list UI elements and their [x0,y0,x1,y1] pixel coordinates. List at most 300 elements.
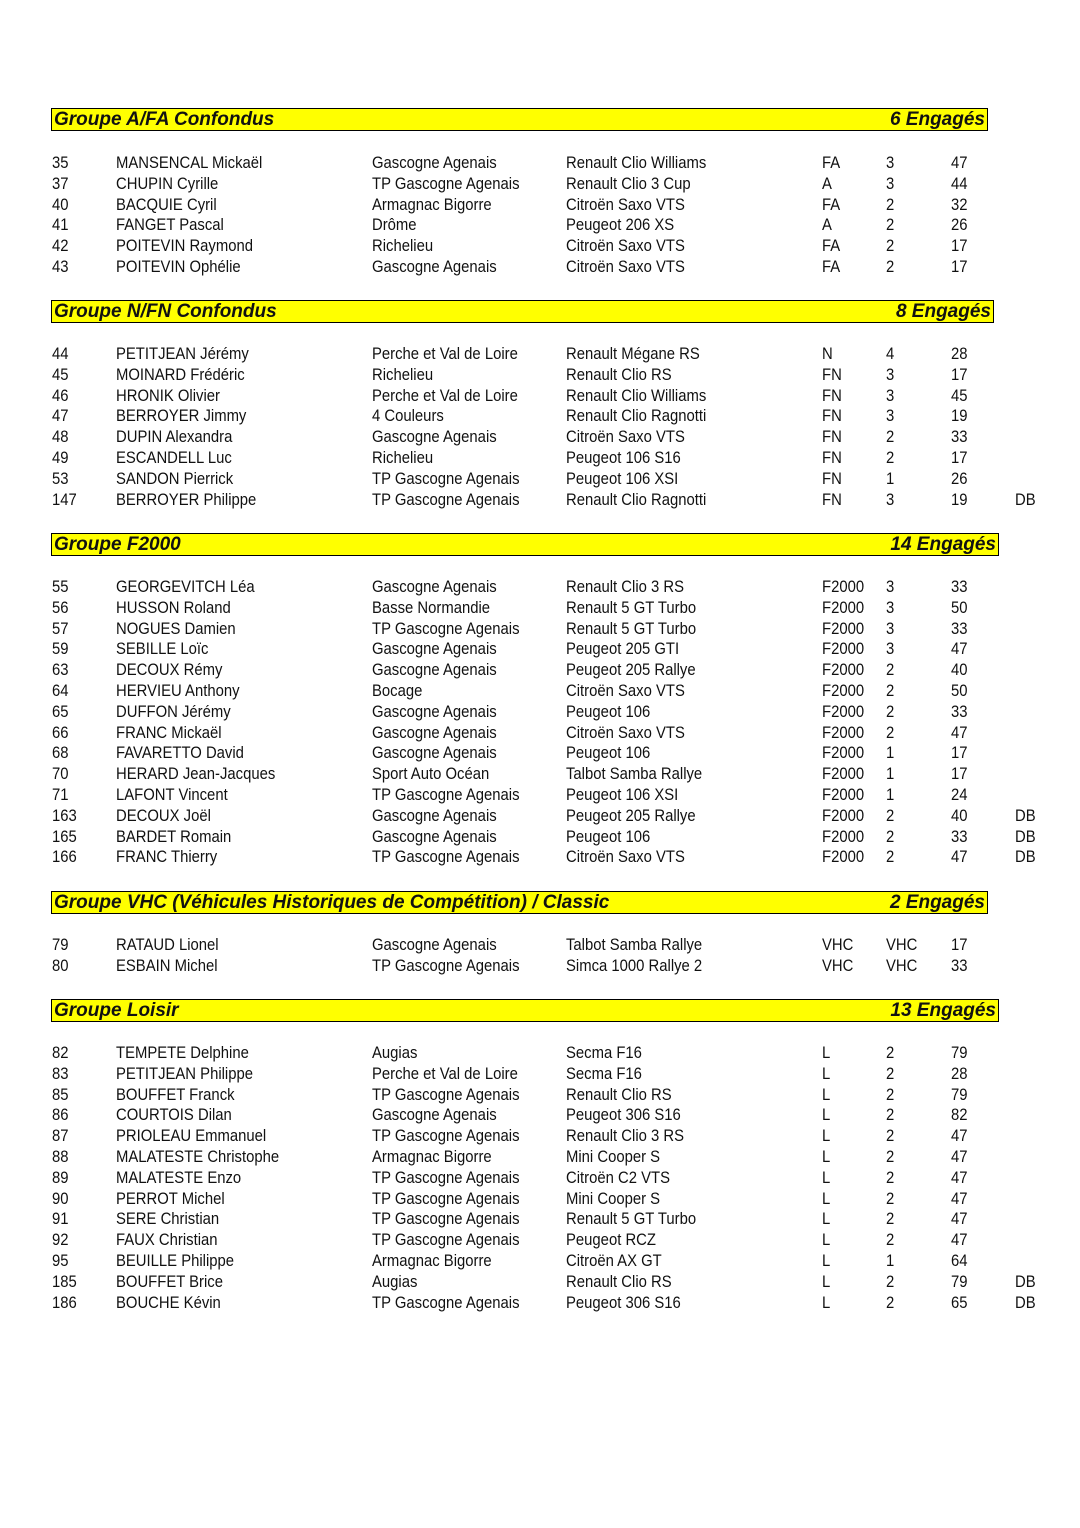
entry-number: 56 [52,598,69,617]
entry-number: 165 [52,827,77,846]
car-model: Peugeot 106 [566,827,651,846]
entry-number: 55 [52,578,69,596]
driver-name: COURTOIS Dilan [116,1106,232,1125]
car-class: 2 [886,448,895,467]
table-row [0,1147,1080,1168]
car-group: F2000 [822,744,865,763]
group-header-bar [51,999,999,1022]
points-value: 40 [951,806,968,825]
car-model: Renault Clio RS [566,365,672,384]
car-group: A [822,174,832,193]
table-row [0,619,1080,640]
car-class: 3 [886,386,895,405]
club-name: Gascogne Agenais [372,661,497,680]
club-name: Drôme [372,216,417,235]
entry-number: 85 [52,1085,69,1104]
points-value: 33 [951,702,968,721]
car-group: FN [822,469,842,488]
club-name: Armagnac Bigorre [372,1147,492,1166]
car-class: VHC [886,936,918,954]
table-row [0,1293,1080,1314]
car-model: Peugeot 106 XSI [566,469,679,488]
car-model: Peugeot 306 S16 [566,1106,681,1125]
driver-name: ESBAIN Michel [116,956,218,975]
car-class: 2 [886,1147,895,1166]
driver-name: HERVIEU Anthony [116,681,240,700]
entry-number: 92 [52,1231,69,1250]
driver-name: PETITJEAN Jérémy [116,345,249,363]
entry-number: 71 [52,785,69,804]
car-class: 1 [886,744,895,763]
group-header-bar [51,891,988,914]
car-class: 2 [886,661,895,680]
driver-name: DECOUX Rémy [116,661,223,680]
car-model: Citroën Saxo VTS [566,848,685,867]
car-class: 2 [886,1127,895,1146]
points-value: 17 [951,744,968,763]
car-group: FN [822,365,842,384]
car-class: 2 [886,1189,895,1208]
points-value: 44 [951,174,968,193]
entry-number: 35 [52,154,69,172]
car-class: 3 [886,365,895,384]
club-name: Armagnac Bigorre [372,1251,492,1270]
entry-number: 43 [52,257,69,276]
entry-number: 83 [52,1064,69,1083]
car-class: 2 [886,1044,895,1062]
car-model: Peugeot 205 Rallye [566,661,696,680]
club-name: Gascogne Agenais [372,578,497,596]
points-value: 26 [951,469,968,488]
club-name: TP Gascogne Agenais [372,1293,520,1312]
table-row [0,660,1080,681]
car-group: FA [822,257,841,276]
car-model: Mini Cooper S [566,1189,661,1208]
table-row [0,448,1080,469]
table-row [0,1126,1080,1147]
club-name: Gascogne Agenais [372,744,497,763]
points-value: 79 [951,1085,968,1104]
car-class: 3 [886,598,895,617]
club-name: Gascogne Agenais [372,936,497,954]
club-name: TP Gascogne Agenais [372,490,520,509]
points-value: 19 [951,490,968,509]
car-group: L [822,1106,831,1125]
table-row [0,215,1080,236]
points-value: 17 [951,448,968,467]
table-row [0,1064,1080,1085]
club-name: Armagnac Bigorre [372,195,492,214]
entry-number: 89 [52,1168,69,1187]
car-group: F2000 [822,578,865,596]
car-model: Peugeot 205 Rallye [566,806,696,825]
car-model: Renault Mégane RS [566,345,700,363]
car-group: FA [822,154,841,172]
car-model: Peugeot 106 XSI [566,785,679,804]
table-row [0,723,1080,744]
driver-name: BERROYER Philippe [116,490,257,509]
club-name: TP Gascogne Agenais [372,619,520,638]
table-row [0,785,1080,806]
table-row [0,1168,1080,1189]
driver-name: HUSSON Roland [116,598,231,617]
driver-name: GEORGEVITCH Léa [116,578,255,596]
car-group: FA [822,195,841,214]
club-name: Perche et Val de Loire [372,386,518,405]
car-class: 2 [886,216,895,235]
group-title: Groupe N/FN Confondus [54,301,277,322]
double-badge: DB [1015,806,1036,825]
car-group: F2000 [822,806,865,825]
club-name: Richelieu [372,365,434,384]
table-row [0,490,1080,511]
car-group: L [822,1251,831,1270]
table-row [0,365,1080,386]
driver-name: RATAUD Lionel [116,936,219,954]
points-value: 79 [951,1044,968,1062]
points-value: 47 [951,1210,968,1229]
points-value: 24 [951,785,968,804]
club-name: Gascogne Agenais [372,827,497,846]
group-title: Groupe A/FA Confondus [54,109,275,130]
club-name: Gascogne Agenais [372,640,497,659]
points-value: 47 [951,640,968,659]
driver-name: BOUCHE Kévin [116,1293,221,1312]
table-row [0,764,1080,785]
driver-name: DUPIN Alexandra [116,428,233,447]
entry-number: 64 [52,681,69,700]
club-name: Gascogne Agenais [372,1106,497,1125]
car-class: 1 [886,785,895,804]
points-value: 33 [951,956,968,975]
club-name: 4 Couleurs [372,407,444,426]
car-group: F2000 [822,765,865,784]
car-group: F2000 [822,702,865,721]
car-group: L [822,1293,831,1312]
double-badge: DB [1015,848,1036,867]
car-model: Renault 5 GT Turbo [566,619,697,638]
points-value: 40 [951,661,968,680]
car-class: 2 [886,827,895,846]
entry-number: 88 [52,1147,69,1166]
entry-number: 37 [52,174,69,193]
car-class: 2 [886,1210,895,1229]
car-group: L [822,1147,831,1166]
club-name: Perche et Val de Loire [372,345,518,363]
club-name: TP Gascogne Agenais [372,848,520,867]
points-value: 17 [951,257,968,276]
group-title: Groupe Loisir [54,1000,179,1021]
entry-number: 87 [52,1127,69,1146]
entry-number: 91 [52,1210,69,1229]
car-model: Renault Clio 3 RS [566,578,685,596]
club-name: TP Gascogne Agenais [372,1085,520,1104]
table-row [0,702,1080,723]
driver-name: LAFONT Vincent [116,785,228,804]
points-value: 47 [951,1168,968,1187]
table-row [0,743,1080,764]
driver-name: BERROYER Jimmy [116,407,247,426]
car-group: VHC [822,936,854,954]
club-name: TP Gascogne Agenais [372,1231,520,1250]
entry-number: 86 [52,1106,69,1125]
double-badge: DB [1015,1272,1036,1291]
driver-name: POITEVIN Ophélie [116,257,241,276]
driver-name: MALATESTE Christophe [116,1147,280,1166]
car-model: Renault Clio Ragnotti [566,490,707,509]
entry-number: 68 [52,744,69,763]
car-group: L [822,1127,831,1146]
table-row [0,1085,1080,1106]
group-header-bar [51,300,994,323]
points-value: 64 [951,1251,968,1270]
points-value: 82 [951,1106,968,1125]
entry-number: 90 [52,1189,69,1208]
car-model: Renault 5 GT Turbo [566,598,697,617]
entry-number: 70 [52,765,69,784]
car-class: 4 [886,345,895,363]
car-model: Renault Clio 3 Cup [566,174,691,193]
club-name: Augias [372,1044,418,1062]
car-group: F2000 [822,785,865,804]
driver-name: HERARD Jean-Jacques [116,765,276,784]
entry-number: 53 [52,469,69,488]
driver-name: MANSENCAL Mickaël [116,154,263,172]
car-model: Secma F16 [566,1064,642,1083]
driver-name: NOGUES Damien [116,619,236,638]
table-row [0,1209,1080,1230]
entry-list [0,153,1080,278]
entry-list [0,344,1080,510]
entry-number: 44 [52,345,69,363]
driver-name: FAVARETTO David [116,744,244,763]
table-row [0,1251,1080,1272]
car-model: Renault Clio RS [566,1272,672,1291]
driver-name: HRONIK Olivier [116,386,220,405]
table-row [0,195,1080,216]
car-class: 1 [886,469,895,488]
car-model: Talbot Samba Rallye [566,765,703,784]
group-header-bar [51,533,999,556]
club-name: TP Gascogne Agenais [372,785,520,804]
double-badge: DB [1015,490,1036,509]
table-row [0,1105,1080,1126]
car-model: Citroën Saxo VTS [566,723,685,742]
driver-name: BACQUIE Cyril [116,195,217,214]
car-group: VHC [822,956,854,975]
car-model: Renault Clio Williams [566,154,707,172]
table-row [0,639,1080,660]
points-value: 28 [951,1064,968,1083]
car-class: 3 [886,407,895,426]
car-class: 2 [886,1168,895,1187]
car-class: 2 [886,257,895,276]
car-group: F2000 [822,619,865,638]
car-class: 1 [886,765,895,784]
driver-name: ESCANDELL Luc [116,448,232,467]
car-model: Citroën Saxo VTS [566,195,685,214]
group-entry-count: 6 Engagés [889,109,985,130]
car-model: Simca 1000 Rallye 2 [566,956,703,975]
car-group: N [822,345,833,363]
car-group: FA [822,237,841,256]
driver-name: SEBILLE Loïc [116,640,209,659]
club-name: Gascogne Agenais [372,723,497,742]
driver-name: FRANC Mickaël [116,723,222,742]
driver-name: CHUPIN Cyrille [116,174,219,193]
club-name: TP Gascogne Agenais [372,1168,520,1187]
car-model: Peugeot 106 [566,702,651,721]
points-value: 17 [951,237,968,256]
driver-name: SERE Christian [116,1210,220,1229]
car-group: L [822,1210,831,1229]
car-class: 2 [886,681,895,700]
club-name: Richelieu [372,237,434,256]
group-title: Groupe F2000 [54,534,181,555]
car-model: Citroën C2 VTS [566,1168,670,1187]
car-model: Talbot Samba Rallye [566,936,703,954]
club-name: Basse Normandie [372,598,491,617]
entry-number: 40 [52,195,69,214]
car-group: L [822,1189,831,1208]
points-value: 47 [951,154,968,172]
points-value: 19 [951,407,968,426]
club-name: Gascogne Agenais [372,428,497,447]
table-row [0,681,1080,702]
car-model: Renault Clio Williams [566,386,707,405]
driver-name: DUFFON Jérémy [116,702,231,721]
club-name: Gascogne Agenais [372,702,497,721]
car-class: 2 [886,195,895,214]
double-badge: DB [1015,827,1036,846]
car-model: Peugeot 306 S16 [566,1293,681,1312]
points-value: 17 [951,936,968,954]
points-value: 33 [951,428,968,447]
car-model: Peugeot 206 XS [566,216,675,235]
entry-number: 185 [52,1272,77,1291]
points-value: 32 [951,195,968,214]
driver-name: BOUFFET Franck [116,1085,235,1104]
car-class: VHC [886,956,918,975]
table-row [0,344,1080,365]
car-class: 2 [886,1064,895,1083]
car-model: Citroën Saxo VTS [566,681,685,700]
driver-name: BOUFFET Brice [116,1272,224,1291]
car-group: L [822,1044,831,1062]
club-name: Augias [372,1272,418,1291]
table-row [0,1272,1080,1293]
points-value: 50 [951,598,968,617]
car-model: Citroën Saxo VTS [566,257,685,276]
car-group: FN [822,490,842,509]
table-row [0,847,1080,868]
driver-name: PERROT Michel [116,1189,225,1208]
car-group: L [822,1085,831,1104]
group-entry-count: 8 Engagés [895,301,991,322]
points-value: 28 [951,345,968,363]
points-value: 65 [951,1293,968,1312]
club-name: Perche et Val de Loire [372,1064,518,1083]
table-row [0,1230,1080,1251]
car-model: Mini Cooper S [566,1147,661,1166]
car-class: 3 [886,174,895,193]
entry-number: 147 [52,490,77,509]
entry-list [0,577,1080,868]
table-row [0,174,1080,195]
driver-name: TEMPETE Delphine [116,1044,249,1062]
entry-number: 59 [52,640,69,659]
car-model: Citroën Saxo VTS [566,237,685,256]
points-value: 50 [951,681,968,700]
entry-number: 49 [52,448,69,467]
driver-name: POITEVIN Raymond [116,237,253,256]
points-value: 47 [951,1127,968,1146]
group-header-bar [51,108,988,131]
points-value: 17 [951,765,968,784]
car-group: L [822,1272,831,1291]
driver-name: DECOUX Joël [116,806,211,825]
table-row [0,257,1080,278]
club-name: Gascogne Agenais [372,806,497,825]
car-group: FN [822,386,842,405]
club-name: TP Gascogne Agenais [372,1210,520,1229]
car-model: Peugeot 106 [566,744,651,763]
driver-name: BEUILLE Philippe [116,1251,235,1270]
car-class: 3 [886,490,895,509]
car-group: F2000 [822,848,865,867]
club-name: Gascogne Agenais [372,257,497,276]
car-model: Renault Clio RS [566,1085,672,1104]
entry-list [0,1043,1080,1313]
club-name: TP Gascogne Agenais [372,956,520,975]
group-entry-count: 14 Engagés [890,534,996,555]
car-class: 2 [886,1106,895,1125]
driver-name: MALATESTE Enzo [116,1168,242,1187]
group-entry-count: 13 Engagés [890,1000,996,1021]
entry-number: 57 [52,619,69,638]
car-class: 2 [886,1293,895,1312]
table-row [0,935,1080,956]
points-value: 33 [951,827,968,846]
entry-number: 41 [52,216,69,235]
club-name: Gascogne Agenais [372,154,497,172]
entry-number: 95 [52,1251,69,1270]
points-value: 26 [951,216,968,235]
double-badge: DB [1015,1293,1036,1312]
car-group: FN [822,428,842,447]
car-model: Peugeot RCZ [566,1231,656,1250]
car-class: 2 [886,237,895,256]
entry-number: 65 [52,702,69,721]
group-entry-count: 2 Engagés [889,892,985,913]
car-group: FN [822,448,842,467]
club-name: TP Gascogne Agenais [372,469,520,488]
car-model: Peugeot 106 S16 [566,448,681,467]
club-name: TP Gascogne Agenais [372,174,520,193]
entry-number: 47 [52,407,69,426]
car-group: F2000 [822,598,865,617]
driver-name: FANGET Pascal [116,216,224,235]
table-row [0,1189,1080,1210]
table-row [0,956,1080,977]
club-name: TP Gascogne Agenais [372,1127,520,1146]
car-class: 2 [886,702,895,721]
entry-number: 63 [52,661,69,680]
driver-name: MOINARD Frédéric [116,365,245,384]
points-value: 47 [951,848,968,867]
car-class: 2 [886,428,895,447]
car-class: 3 [886,154,895,172]
